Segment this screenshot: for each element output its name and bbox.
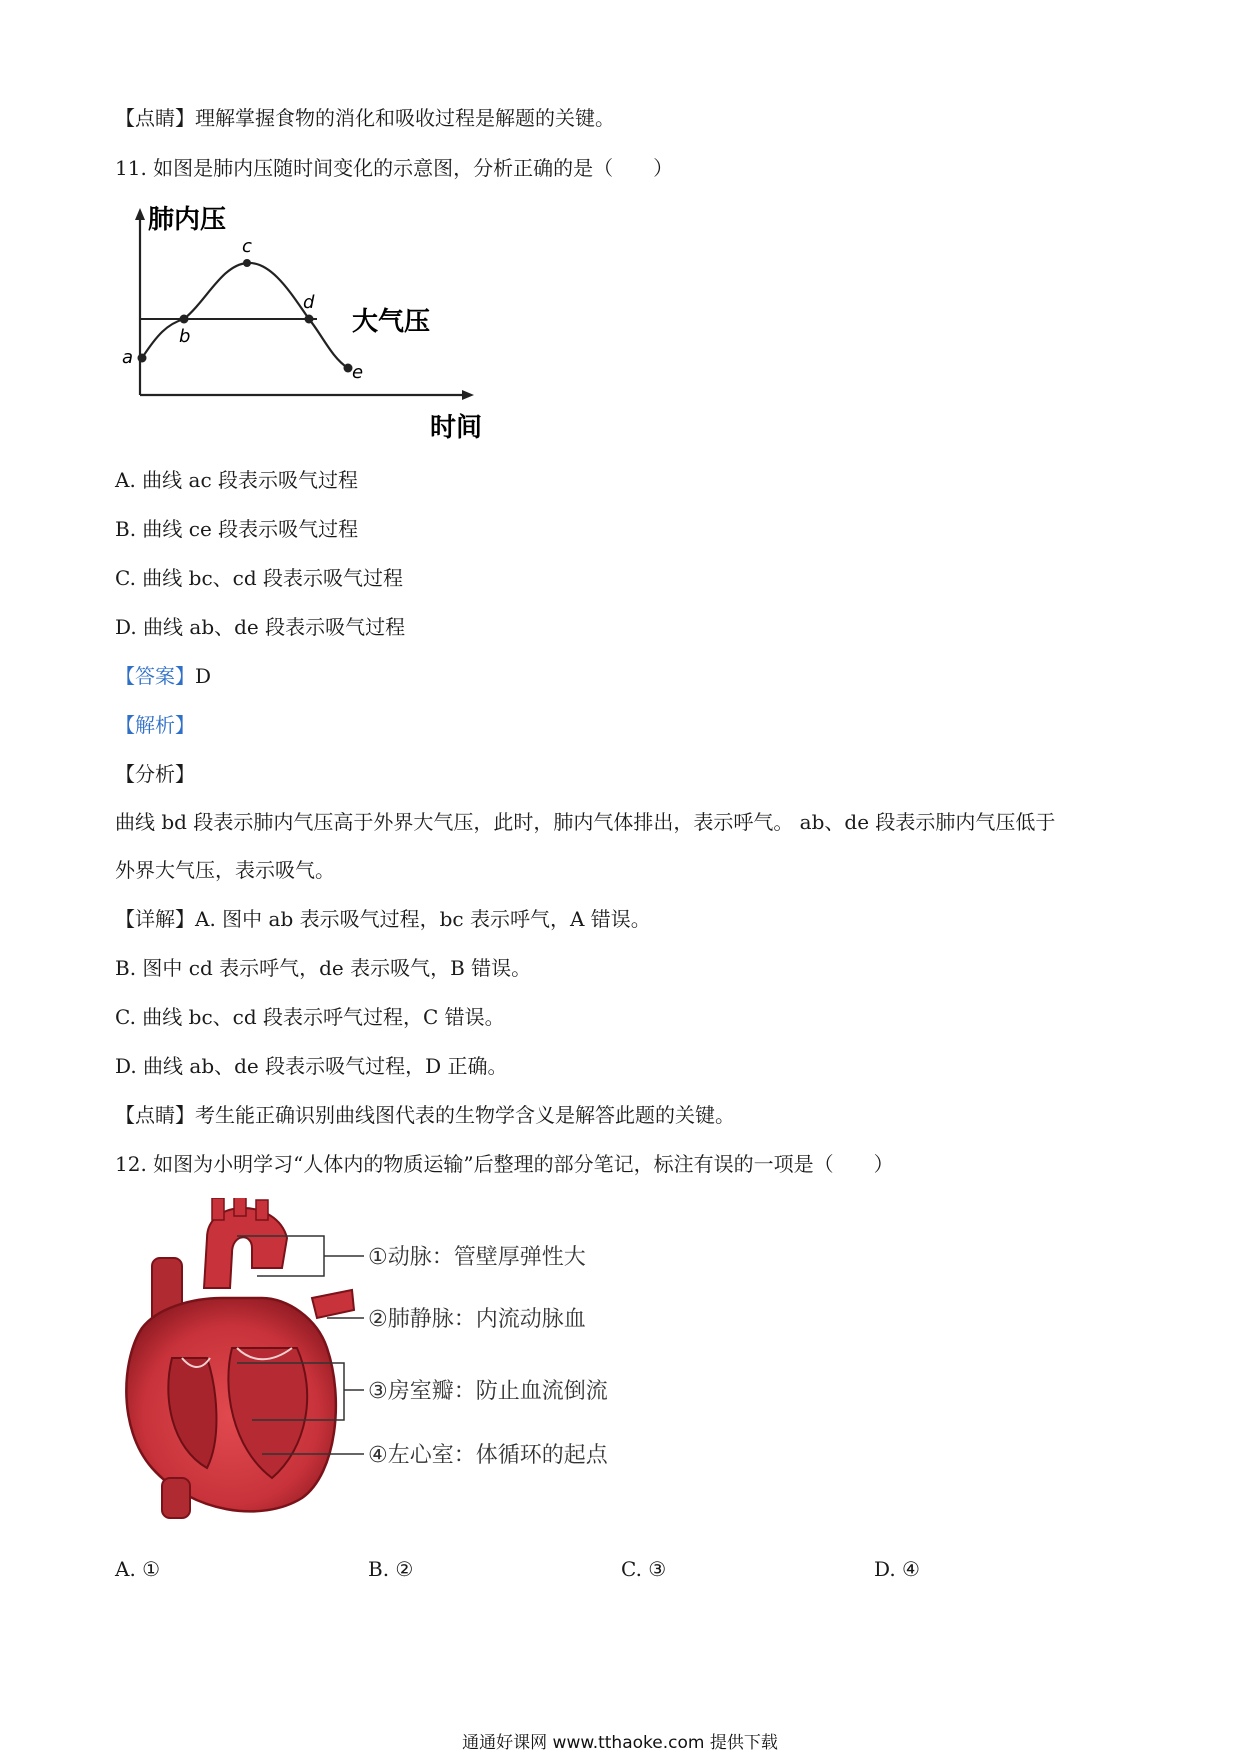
- q11-summary-text: 考生能正确识别曲线图代表的生物学含义是解答此题的关键。: [195, 1103, 735, 1127]
- label-artery: ①动脉：管壁厚弹性大: [368, 1245, 586, 1270]
- detail-tag: 【详解】: [115, 907, 195, 931]
- detail-line-d: D. 曲线 ab、de 段表示吸气过程，D 正确。: [115, 1054, 508, 1078]
- q11-option-d: D. 曲线 ab、de 段表示吸气过程: [115, 615, 406, 639]
- q12-options: [0, 1555, 1240, 1585]
- q11-option-a: A. 曲线 ac 段表示吸气过程: [115, 468, 358, 492]
- fenxi-line-1: 曲线 bd 段表示肺内气压高于外界大气压，此时，肺内气体排出，表示呼气。 ab、de 段表示肺内气压低于: [115, 810, 1056, 834]
- label-valve: ③房室瓣：防止血流倒流: [368, 1379, 608, 1404]
- q12-option-c: C. ③: [621, 1557, 667, 1581]
- q11-option-b: B. 曲线 ce 段表示吸气过程: [115, 517, 359, 541]
- answer-line: [115, 662, 211, 690]
- question-12-stem: 12. 如图为小明学习“人体内的物质运输”后整理的部分笔记，标注有误的一项是（ ）: [115, 1152, 894, 1176]
- prev-summary: [115, 104, 615, 132]
- fenxi-tag: 【分析】: [115, 762, 195, 786]
- point-c: [243, 259, 251, 267]
- label-left-ventricle: ④左心室：体循环的起点: [368, 1443, 608, 1468]
- y-axis-arrow-icon: [135, 208, 145, 220]
- pressure-curve: [142, 263, 348, 368]
- baseline-label: 大气压: [352, 307, 431, 337]
- label-b: b: [179, 326, 191, 347]
- label-c: c: [242, 236, 252, 257]
- heart-svg: [112, 1198, 692, 1538]
- label-pulmonary-vein: ②肺静脉：内流动脉血: [368, 1307, 586, 1332]
- detail-line-c: C. 曲线 bc、cd 段表示呼气过程，C 错误。: [115, 1005, 505, 1029]
- q12-option-d: D. ④: [874, 1557, 920, 1581]
- answer-tag: 【答案】: [115, 664, 195, 688]
- summary-tag: 【点睛】: [115, 106, 195, 130]
- answer-value: D: [195, 664, 212, 688]
- q12-option-a: A. ①: [115, 1557, 161, 1581]
- q11-summary-tag: 【点睛】: [115, 1103, 195, 1127]
- label-d: d: [303, 292, 315, 313]
- page-footer: 通通好课网 www.tthaoke.com 提供下载: [462, 1733, 778, 1753]
- lung-pressure-figure: [112, 200, 502, 445]
- y-axis-label: 肺内压: [148, 205, 227, 235]
- label-e: e: [352, 362, 364, 383]
- detail-line-a: [115, 905, 651, 933]
- heart-figure: [112, 1198, 692, 1538]
- x-axis-label: 时间: [430, 413, 483, 443]
- analysis-tag: 【解析】: [115, 713, 195, 737]
- point-a: [138, 354, 147, 363]
- fenxi-line-2: 外界大气压，表示吸气。: [115, 858, 335, 882]
- lung-pressure-svg: [112, 200, 502, 445]
- question-11-stem: 11. 如图是肺内压随时间变化的示意图，分析正确的是（ ）: [115, 156, 674, 180]
- summary-text: 理解掌握食物的消化和吸收过程是解题的关键。: [195, 106, 615, 130]
- x-axis-arrow-icon: [462, 390, 474, 400]
- detail-line-b: B. 图中 cd 表示呼气，de 表示吸气，B 错误。: [115, 956, 532, 980]
- point-b: [180, 315, 189, 324]
- point-d: [305, 315, 314, 324]
- q11-option-c: C. 曲线 bc、cd 段表示吸气过程: [115, 566, 404, 590]
- label-a: a: [122, 347, 134, 368]
- q12-option-b: B. ②: [368, 1557, 414, 1581]
- q11-summary: [115, 1101, 735, 1129]
- pulmonary-vein-shape: [312, 1290, 354, 1318]
- detail-a-text: A. 图中 ab 表示吸气过程，bc 表示呼气，A 错误。: [195, 907, 651, 931]
